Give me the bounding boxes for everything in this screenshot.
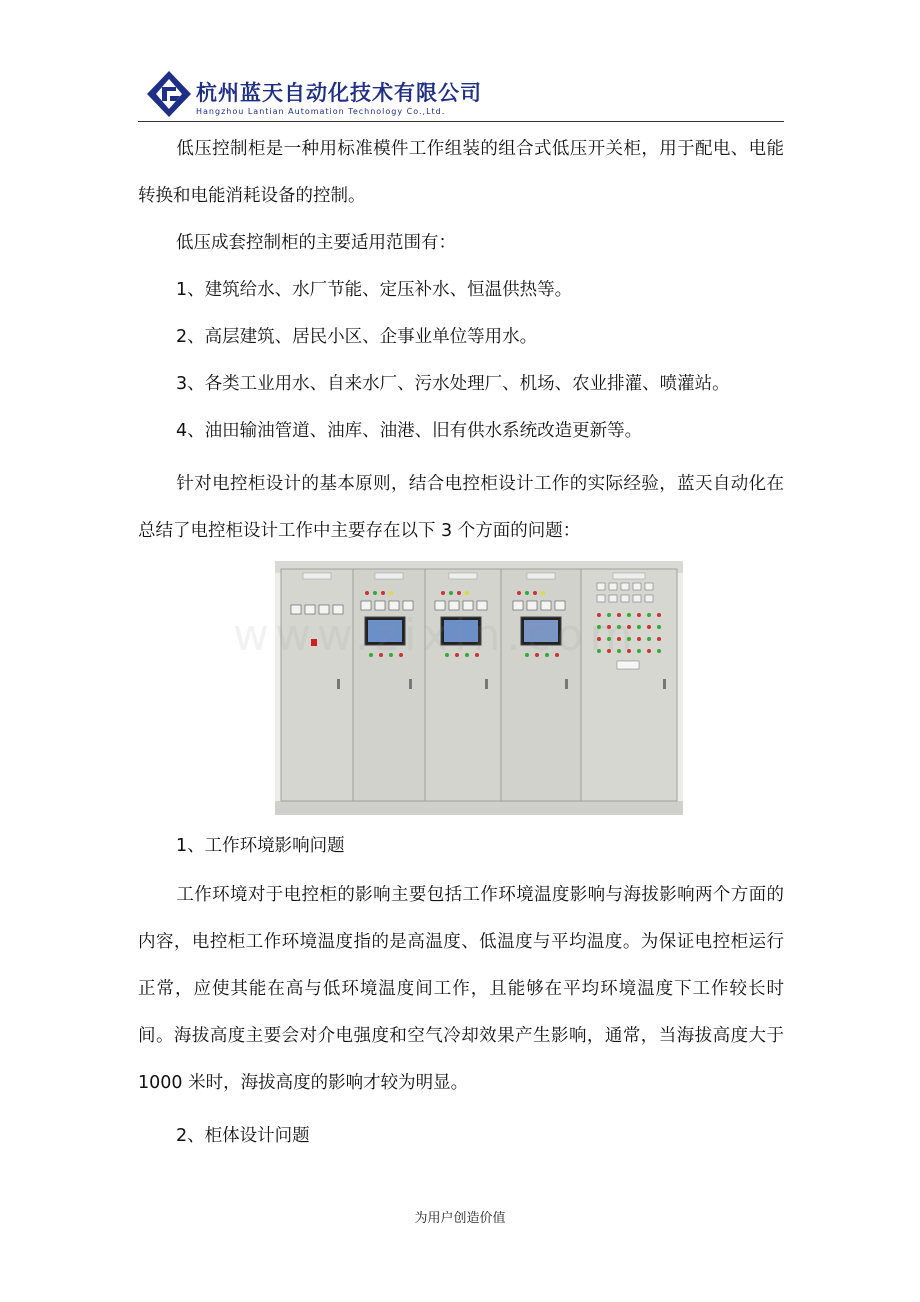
scope-heading: 低压成套控制柜的主要适用范围有： (176, 233, 456, 253)
scope-item-4: 4、油田输油管道、油库、油港、旧有供水系统改造更新等。 (176, 421, 643, 441)
page-header (138, 68, 784, 122)
section-heading-1: 1、工作环境影响问题 (176, 836, 345, 856)
company-name-cn: 杭州蓝天自动化技术有限公司 (196, 81, 482, 105)
scope-item-1: 1、建筑给水、水厂节能、定压补水、恒温供热等。 (176, 280, 573, 300)
principles-paragraph: 针对电控柜设计的基本原则，结合电控柜设计工作的实际经验，蓝天自动化在总结了电控柜设计工作中主要存在以下 3 个方面的问题： (138, 474, 784, 541)
environment-paragraph: 工作环境对于电控柜的影响主要包括工作环境温度影响与海拔影响两个方面的内容，电控柜工作环境温度指的是高温度、低温度与平均温度。为保证电控柜运行正常，应使其能在高与低环境温度间工作，且能够在平均环境温度下工作较长时间。海拔高度主要会对介电强度和空气冷却效果产生影响，通常，当海拔高度大于 1000 米时，海拔高度的影响才较为明显。 (138, 885, 784, 1093)
scope-item-3: 3、各类工业用水、自来水厂、污水处理厂、机场、农业排灌、喷灌站。 (176, 374, 730, 394)
section-heading-2: 2、柜体设计问题 (176, 1126, 310, 1146)
control-cabinet-photo (275, 561, 683, 815)
scope-item-2: 2、高层建筑、居民小区、企事业单位等用水。 (176, 327, 538, 347)
intro-paragraph: 低压控制柜是一种用标准模件工作组装的组合式低压开关柜，用于配电、电能转换和电能消耗设备的控制。 (138, 139, 784, 206)
page-footer: 为用户创造价值 (414, 1211, 506, 1226)
company-logo-icon (146, 70, 192, 118)
header-divider (138, 121, 784, 122)
company-name-en: Hangzhou Lantian Automation Technology Co.,Ltd. (196, 107, 446, 116)
